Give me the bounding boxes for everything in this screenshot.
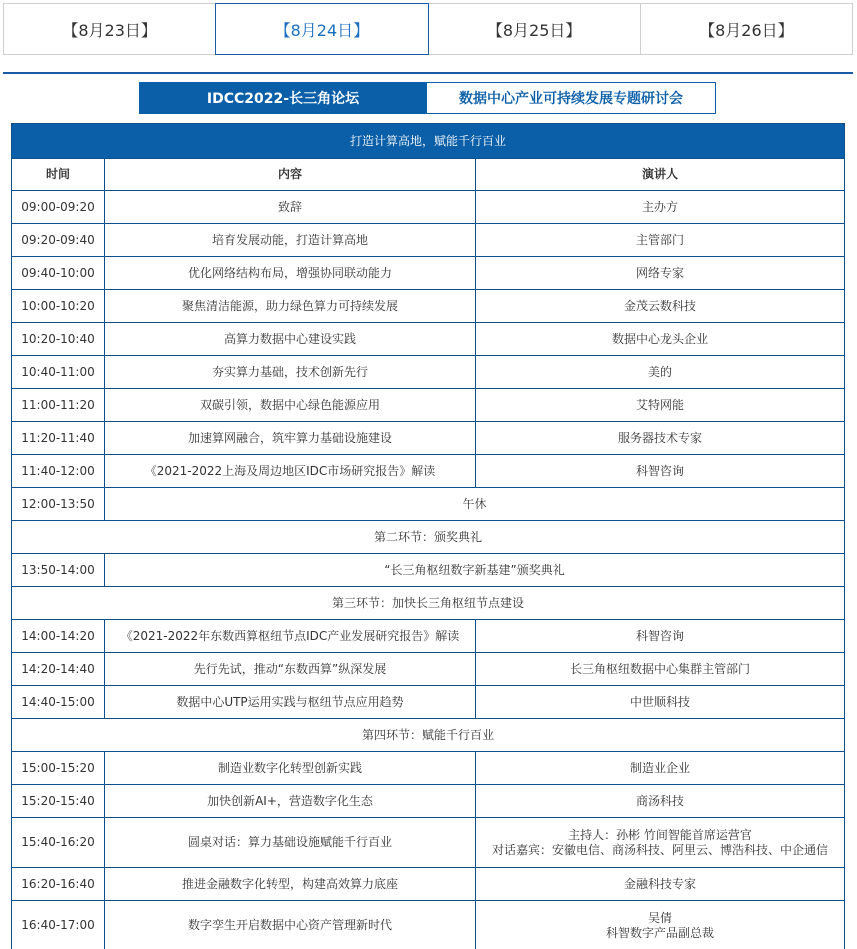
cell-time: 10:00-10:20 bbox=[12, 290, 105, 323]
cell-speaker: 美的 bbox=[476, 356, 845, 389]
schedule-header-row bbox=[12, 159, 845, 191]
speaker-line: 科智数字产品副总裁 bbox=[606, 925, 715, 940]
cell-content: 加快创新AI+，营造数字化生态 bbox=[105, 785, 476, 818]
cell-content: 圆桌对话：算力基础设施赋能千行百业 bbox=[105, 818, 476, 868]
cell-time: 14:00-14:20 bbox=[12, 620, 105, 653]
cell-speaker: 数据中心龙头企业 bbox=[476, 323, 845, 356]
speaker-line: 主持人：孙彬 竹间智能首席运营官 bbox=[568, 827, 752, 842]
table-row bbox=[12, 290, 845, 323]
table-row bbox=[12, 785, 845, 818]
date-tab-aug-24[interactable]: 【8月24日】 bbox=[215, 3, 428, 55]
schedule-banner: 打造计算高地，赋能千行百业 bbox=[12, 124, 845, 159]
cell-speaker: 商汤科技 bbox=[476, 785, 845, 818]
table-row bbox=[12, 686, 845, 719]
table-row bbox=[12, 455, 845, 488]
cell-speaker: 金茂云数科技 bbox=[476, 290, 845, 323]
table-row bbox=[12, 422, 845, 455]
table-row bbox=[12, 620, 845, 653]
cell-content: 先行先试，推动“东数西算”纵深发展 bbox=[105, 653, 476, 686]
cell-merged-content: 午休 bbox=[105, 488, 845, 521]
cell-speaker: 长三角枢纽数据中心集群主管部门 bbox=[476, 653, 845, 686]
cell-content: 双碳引领，数据中心绿色能源应用 bbox=[105, 389, 476, 422]
section-row bbox=[12, 719, 845, 752]
cell-time: 15:40-16:20 bbox=[12, 818, 105, 868]
table-row bbox=[12, 554, 845, 587]
table-row bbox=[12, 488, 845, 521]
section-title: 第三环节：加快长三角枢纽节点建设 bbox=[12, 587, 845, 620]
cell-content: 制造业数字化转型创新实践 bbox=[105, 752, 476, 785]
table-row bbox=[12, 901, 845, 949]
cell-content: 优化网络结构布局，增强协同联动能力 bbox=[105, 257, 476, 290]
tab-sustainable-development-seminar[interactable]: 数据中心产业可持续发展专题研讨会 bbox=[427, 82, 716, 114]
cell-speaker: 科智咨询 bbox=[476, 620, 845, 653]
cell-content: 培育发展动能，打造计算高地 bbox=[105, 224, 476, 257]
cell-time: 16:40-17:00 bbox=[12, 901, 105, 949]
cell-content: 数字孪生开启数据中心资产管理新时代 bbox=[105, 901, 476, 949]
speaker-line: 对话嘉宾：安徽电信、商汤科技、阿里云、博浩科技、中企通信 bbox=[492, 842, 829, 857]
table-row bbox=[12, 224, 845, 257]
date-tabs bbox=[3, 3, 853, 55]
cell-time: 16:20-16:40 bbox=[12, 868, 105, 901]
table-row bbox=[12, 356, 845, 389]
tab-idcc2022-yangtze-forum[interactable]: IDCC2022-长三角论坛 bbox=[139, 82, 427, 114]
cell-speaker: 中世顺科技 bbox=[476, 686, 845, 719]
cell-content: 《2021-2022年东数西算枢纽节点IDC产业发展研究报告》解读 bbox=[105, 620, 476, 653]
cell-speaker: 科智咨询 bbox=[476, 455, 845, 488]
cell-speaker: 艾特网能 bbox=[476, 389, 845, 422]
cell-time: 10:40-11:00 bbox=[12, 356, 105, 389]
table-row bbox=[12, 257, 845, 290]
table-row bbox=[12, 818, 845, 868]
cell-content: 高算力数据中心建设实践 bbox=[105, 323, 476, 356]
cell-content: 加速算网融合，筑牢算力基础设施建设 bbox=[105, 422, 476, 455]
cell-speaker: 主办方 bbox=[476, 191, 845, 224]
cell-time: 14:20-14:40 bbox=[12, 653, 105, 686]
cell-content: 夯实算力基础，技术创新先行 bbox=[105, 356, 476, 389]
cell-time: 11:20-11:40 bbox=[12, 422, 105, 455]
cell-time: 15:00-15:20 bbox=[12, 752, 105, 785]
cell-speaker: 服务器技术专家 bbox=[476, 422, 845, 455]
date-tab-aug-23[interactable]: 【8月23日】 bbox=[3, 3, 216, 55]
section-title: 第四环节：赋能千行百业 bbox=[12, 719, 845, 752]
cell-speaker: 主管部门 bbox=[476, 224, 845, 257]
cell-speaker bbox=[476, 901, 845, 949]
cell-time: 15:20-15:40 bbox=[12, 785, 105, 818]
schedule-table bbox=[11, 123, 845, 949]
date-tab-aug-25[interactable]: 【8月25日】 bbox=[428, 3, 641, 55]
table-row bbox=[12, 323, 845, 356]
cell-speaker: 制造业企业 bbox=[476, 752, 845, 785]
cell-time: 10:20-10:40 bbox=[12, 323, 105, 356]
section-divider bbox=[3, 72, 853, 74]
cell-content: 推进金融数字化转型，构建高效算力底座 bbox=[105, 868, 476, 901]
section-row bbox=[12, 521, 845, 554]
table-row bbox=[12, 653, 845, 686]
cell-time: 09:00-09:20 bbox=[12, 191, 105, 224]
cell-content: 《2021-2022上海及周边地区IDC市场研究报告》解读 bbox=[105, 455, 476, 488]
cell-time: 11:40-12:00 bbox=[12, 455, 105, 488]
table-row bbox=[12, 752, 845, 785]
header-time: 时间 bbox=[12, 159, 105, 191]
table-row bbox=[12, 868, 845, 901]
schedule-banner-row bbox=[12, 124, 845, 159]
cell-speaker: 金融科技专家 bbox=[476, 868, 845, 901]
section-title: 第二环节：颁奖典礼 bbox=[12, 521, 845, 554]
forum-tabs bbox=[139, 82, 716, 114]
section-row bbox=[12, 587, 845, 620]
date-tab-aug-26[interactable]: 【8月26日】 bbox=[640, 3, 853, 55]
header-speaker: 演讲人 bbox=[476, 159, 845, 191]
cell-speaker bbox=[476, 818, 845, 868]
table-row bbox=[12, 191, 845, 224]
cell-merged-content: “长三角枢纽数字新基建”颁奖典礼 bbox=[105, 554, 845, 587]
cell-time: 14:40-15:00 bbox=[12, 686, 105, 719]
speaker-line: 吴倩 bbox=[648, 910, 673, 925]
cell-time: 11:00-11:20 bbox=[12, 389, 105, 422]
cell-time: 13:50-14:00 bbox=[12, 554, 105, 587]
header-content: 内容 bbox=[105, 159, 476, 191]
cell-content: 致辞 bbox=[105, 191, 476, 224]
table-row bbox=[12, 389, 845, 422]
cell-speaker: 网络专家 bbox=[476, 257, 845, 290]
cell-content: 聚焦清洁能源，助力绿色算力可持续发展 bbox=[105, 290, 476, 323]
cell-time: 12:00-13:50 bbox=[12, 488, 105, 521]
cell-content: 数据中心UTP运用实践与枢纽节点应用趋势 bbox=[105, 686, 476, 719]
cell-time: 09:40-10:00 bbox=[12, 257, 105, 290]
cell-time: 09:20-09:40 bbox=[12, 224, 105, 257]
